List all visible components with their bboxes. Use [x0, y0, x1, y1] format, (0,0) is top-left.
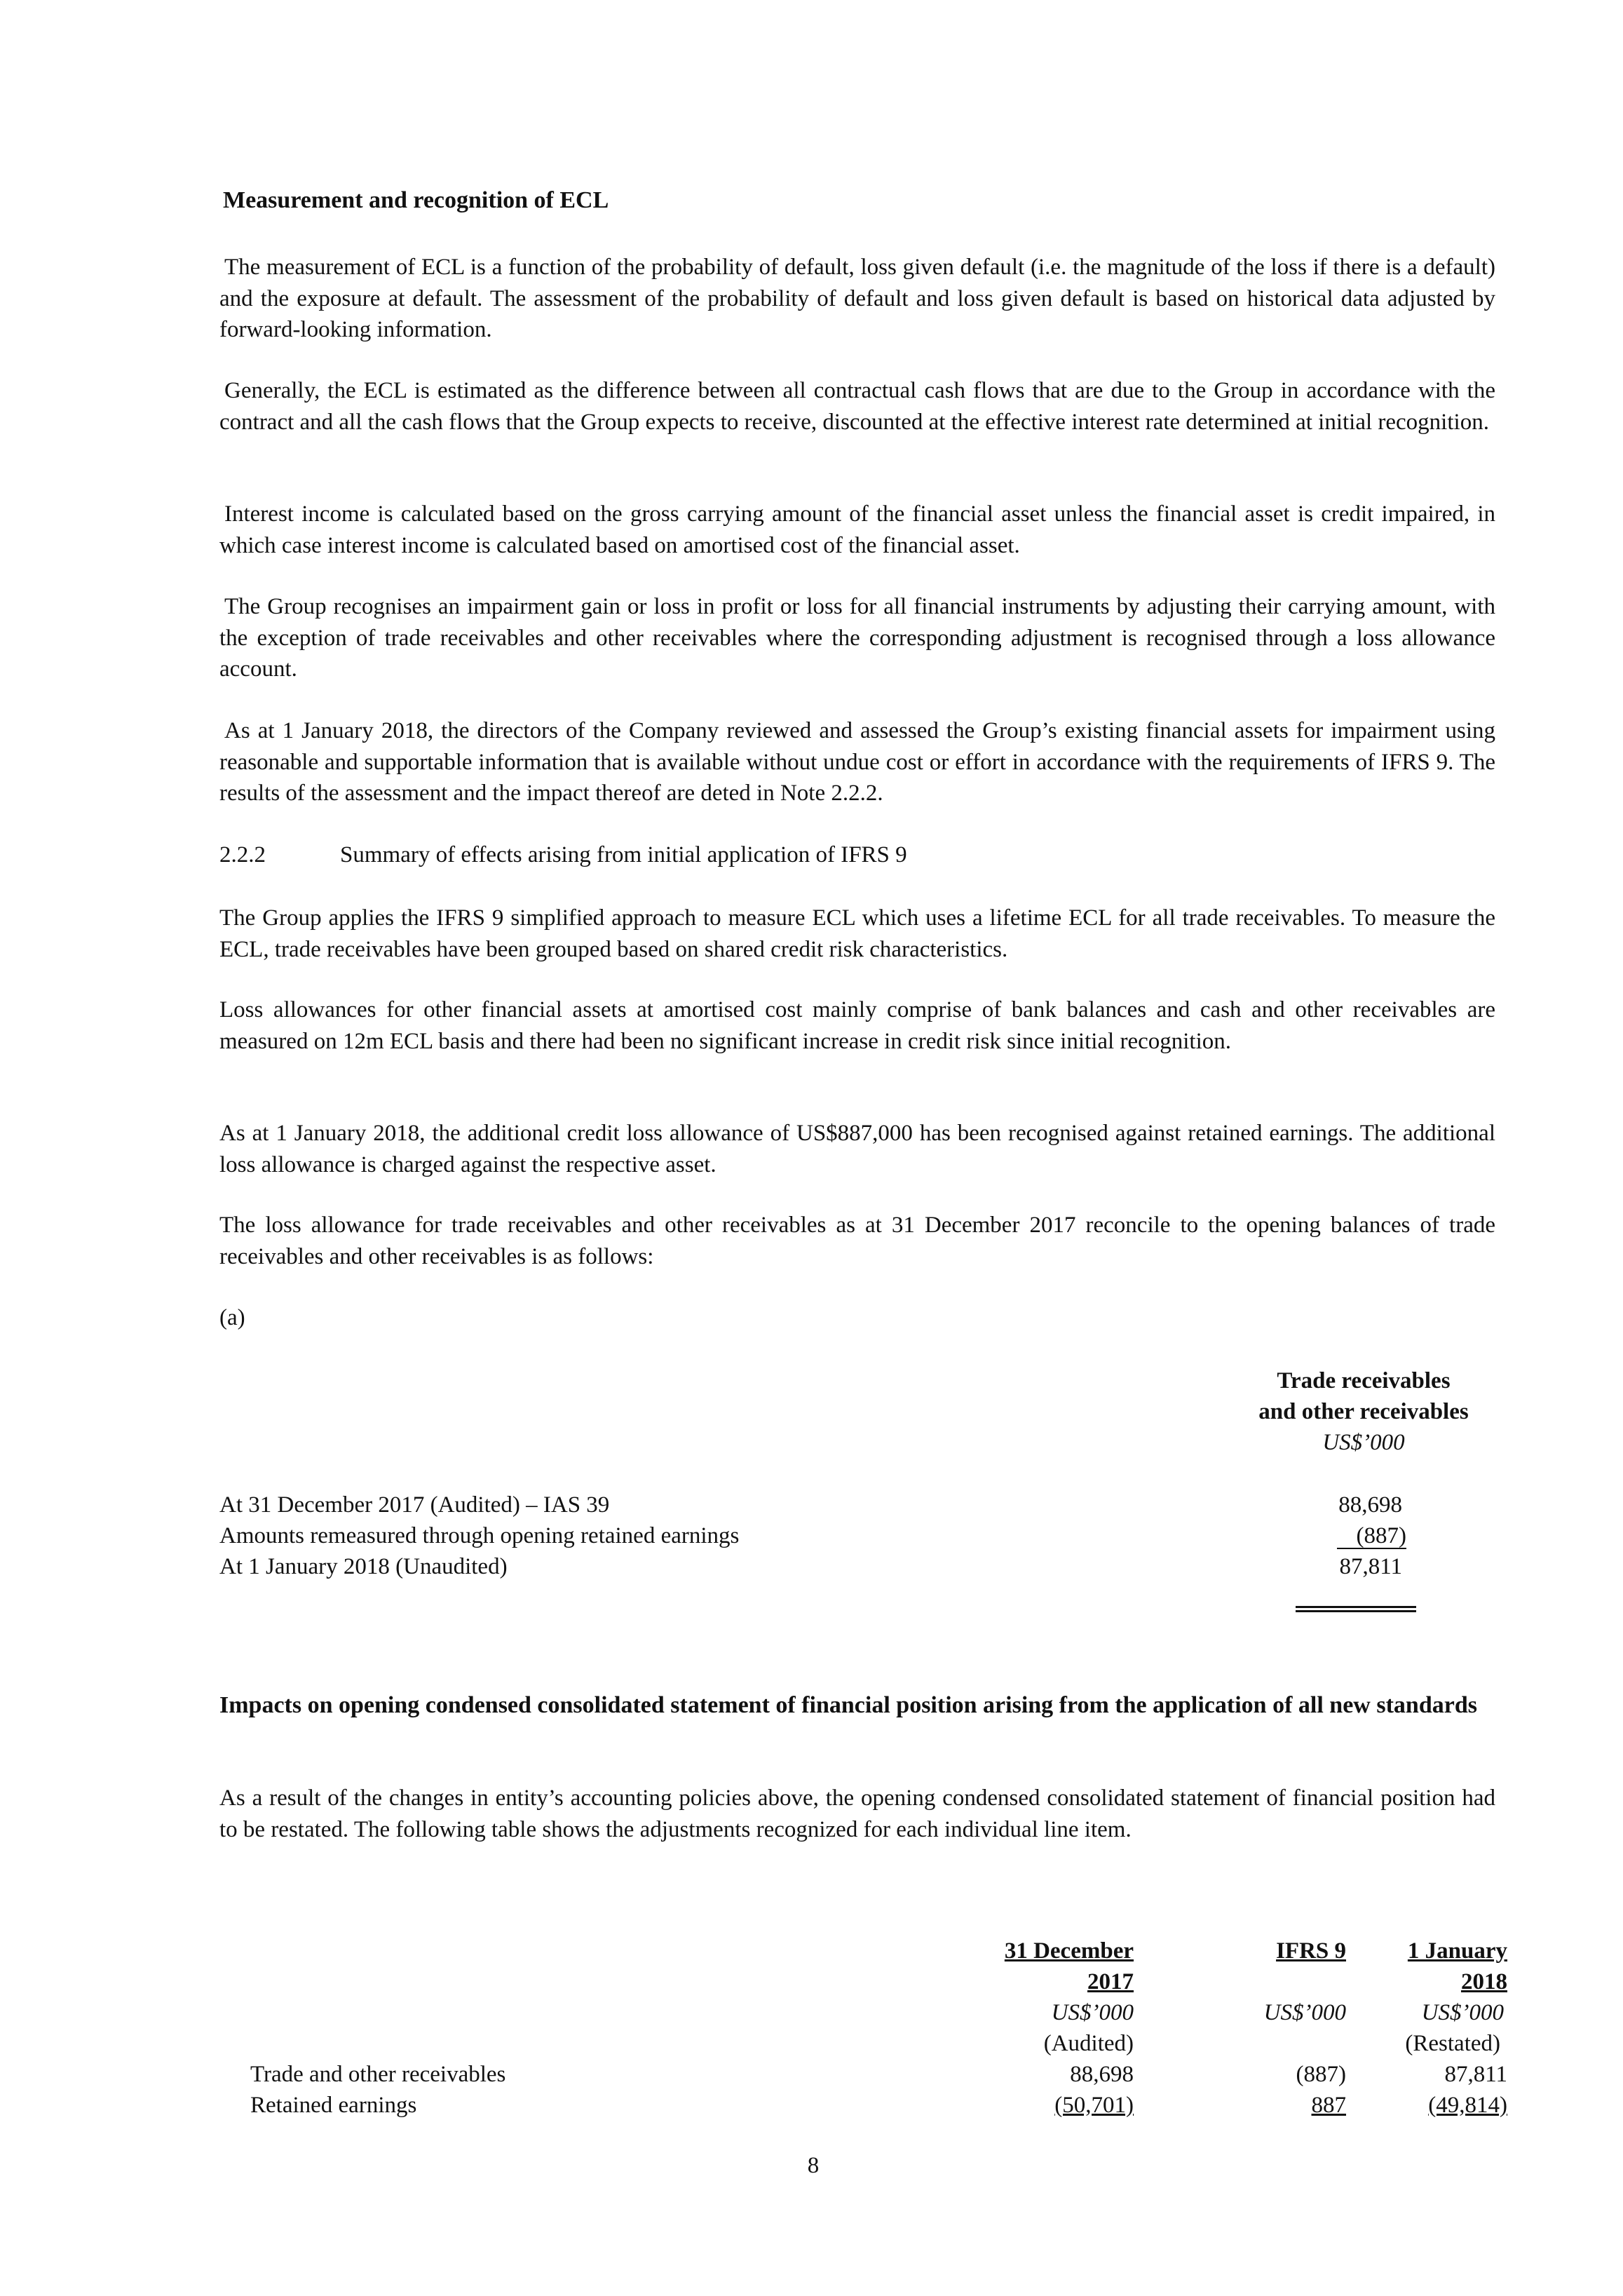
- paragraph-222-4: The loss allowance for trade receivables and other receivables as at 31 December 2017 reconcile to the opening balances of trade receivables and other receivables is as follows:: [219, 1213, 1495, 1269]
- paragraph-ecl-5: [219, 715, 1495, 809]
- table-b-col3-line1: 1 January: [1407, 1938, 1507, 1964]
- table-a-row-label: Amounts remeasured through opening retained earnings: [219, 1523, 740, 1548]
- paragraph-text: The measurement of ECL is a function of the probability of default, loss given default (i.e. the magnitude of the loss if there is a default) and the exposure at default. The assessment of the probability of default and loss given default is based on historical data adjusted by forward-looking information.: [219, 255, 1495, 342]
- table-b-col3-header-year: [1367, 1966, 1507, 1997]
- table-a-row-value: 88,698: [1338, 1492, 1402, 1518]
- table-b-col1-header-year: [967, 1966, 1134, 1997]
- paragraph-222-3: As at 1 January 2018, the additional credit loss allowance of US$887,000 has been recognised against retained earnings. The additional loss allowance is charged against the respective asset.: [219, 1121, 1495, 1177]
- section-heading-ecl: Measurement and recognition of ECL: [223, 187, 609, 213]
- table-a-header-line1: Trade receivables: [1277, 1368, 1451, 1393]
- table-b-row-label: Retained earnings: [250, 2093, 417, 2118]
- table-b-col1-header: [967, 1936, 1134, 1966]
- table-b-cell-text: 887: [1311, 2093, 1346, 2118]
- table-b-cell: (887): [1296, 2062, 1346, 2087]
- table-b-col3-line2: 2018: [1461, 1969, 1507, 1994]
- table-b-cell: 88,698: [1070, 2062, 1134, 2087]
- table-b-cell-text: (49,814): [1428, 2093, 1507, 2118]
- table-a-header-unit: US$’000: [1322, 1430, 1405, 1455]
- paragraph-ecl-1: [219, 252, 1495, 346]
- paragraph-222-1: The Group applies the IFRS 9 simplified approach to measure ECL which uses a lifetime ECL for all trade receivables. To measure the ECL, trade receivables have been grouped based on shared credit risk characteristics.: [219, 905, 1495, 962]
- section-title-222: Summary of effects arising from initial application of IFRS 9: [340, 842, 907, 867]
- paragraph-text: Interest income is calculated based on the gross carrying amount of the financial asset unless the financial asset is credit impaired, in which case interest income is calculated based on amortised cost of the financial asset.: [219, 501, 1495, 558]
- paragraph-222-2: Loss allowances for other financial assets at amortised cost mainly comprise of bank balances and cash and other receivables are measured on 12m ECL basis and there had been no significant increase in credit risk since initial recognition.: [219, 997, 1495, 1054]
- paragraph-ecl-4: [219, 591, 1495, 685]
- paragraph-text: The Group recognises an impairment gain or loss in profit or loss for all financial instruments by adjusting their carrying amount, with the exception of trade receivables and other receivables where the corresponding adjustment is recognised through a loss allowance account.: [219, 594, 1495, 682]
- table-b-cell: [1192, 2090, 1346, 2121]
- table-b-cell: 87,811: [1444, 2062, 1507, 2087]
- paragraph-text: Generally, the ECL is estimated as the difference between all contractual cash flows that are due to the Group in accordance with the contract and all the cash flows that the Group expects to receive, discounted at the effective interest rate determined at initial recognition.: [219, 378, 1495, 435]
- table-b-col2-line1: IFRS 9: [1276, 1938, 1346, 1964]
- paragraph-impacts: As a result of the changes in entity’s accounting policies above, the opening condensed consolidated statement of financial position had to be restated. The following table shows the adjustments recognized for each individual line item.: [219, 1785, 1495, 1842]
- table-b-col1-line2: 2017: [1087, 1969, 1134, 1994]
- paragraph-ecl-2: [219, 375, 1495, 438]
- table-a-row-label: At 31 December 2017 (Audited) – IAS 39: [219, 1492, 610, 1518]
- table-b-col3-unit: US$’000: [1421, 2000, 1504, 2025]
- table-b-cell: [967, 2090, 1134, 2121]
- table-b-col2-unit: US$’000: [1263, 2000, 1346, 2025]
- sub-label-a: (a): [219, 1305, 245, 1330]
- section-number-222: 2.2.2: [219, 842, 266, 867]
- table-b-col1-note: (Audited): [1043, 2031, 1134, 2056]
- table-b-cell: [1367, 2090, 1507, 2121]
- table-b-row-label: Trade and other receivables: [250, 2062, 506, 2087]
- table-b-col3-note: (Restated): [1405, 2031, 1500, 2056]
- table-b-col1-line1: 31 December: [1004, 1938, 1134, 1964]
- table-b-col1-unit: US$’000: [1051, 2000, 1134, 2025]
- table-b-cell-text: (50,701): [1054, 2093, 1134, 2118]
- double-underline: [1296, 1606, 1416, 1612]
- table-b-col2-header: [1192, 1936, 1346, 1966]
- table-b-col3-header: [1367, 1936, 1507, 1966]
- paragraph-ecl-3: [219, 499, 1495, 561]
- paragraph-text: As at 1 January 2018, the directors of the Company reviewed and assessed the Group’s existing financial assets for impairment using reasonable and supportable information that is available without undue cost or effort in accordance with the requirements of IFRS 9. The results of the assessment and the impact thereof are deted in Note 2.2.2.: [219, 718, 1495, 806]
- table-a-header-line2: and other receivables: [1258, 1399, 1469, 1424]
- table-a-row-value: [1276, 1520, 1406, 1551]
- section-heading-impacts: Impacts on opening condensed consolidated statement of financial position arising from the application of all new standards: [219, 1692, 1477, 1718]
- table-a-row-value: 87,811: [1339, 1554, 1402, 1579]
- table-a-row-value-text: (887): [1337, 1524, 1406, 1549]
- table-a-row-label: At 1 January 2018 (Unaudited): [219, 1554, 508, 1579]
- page-number: 8: [807, 2153, 820, 2178]
